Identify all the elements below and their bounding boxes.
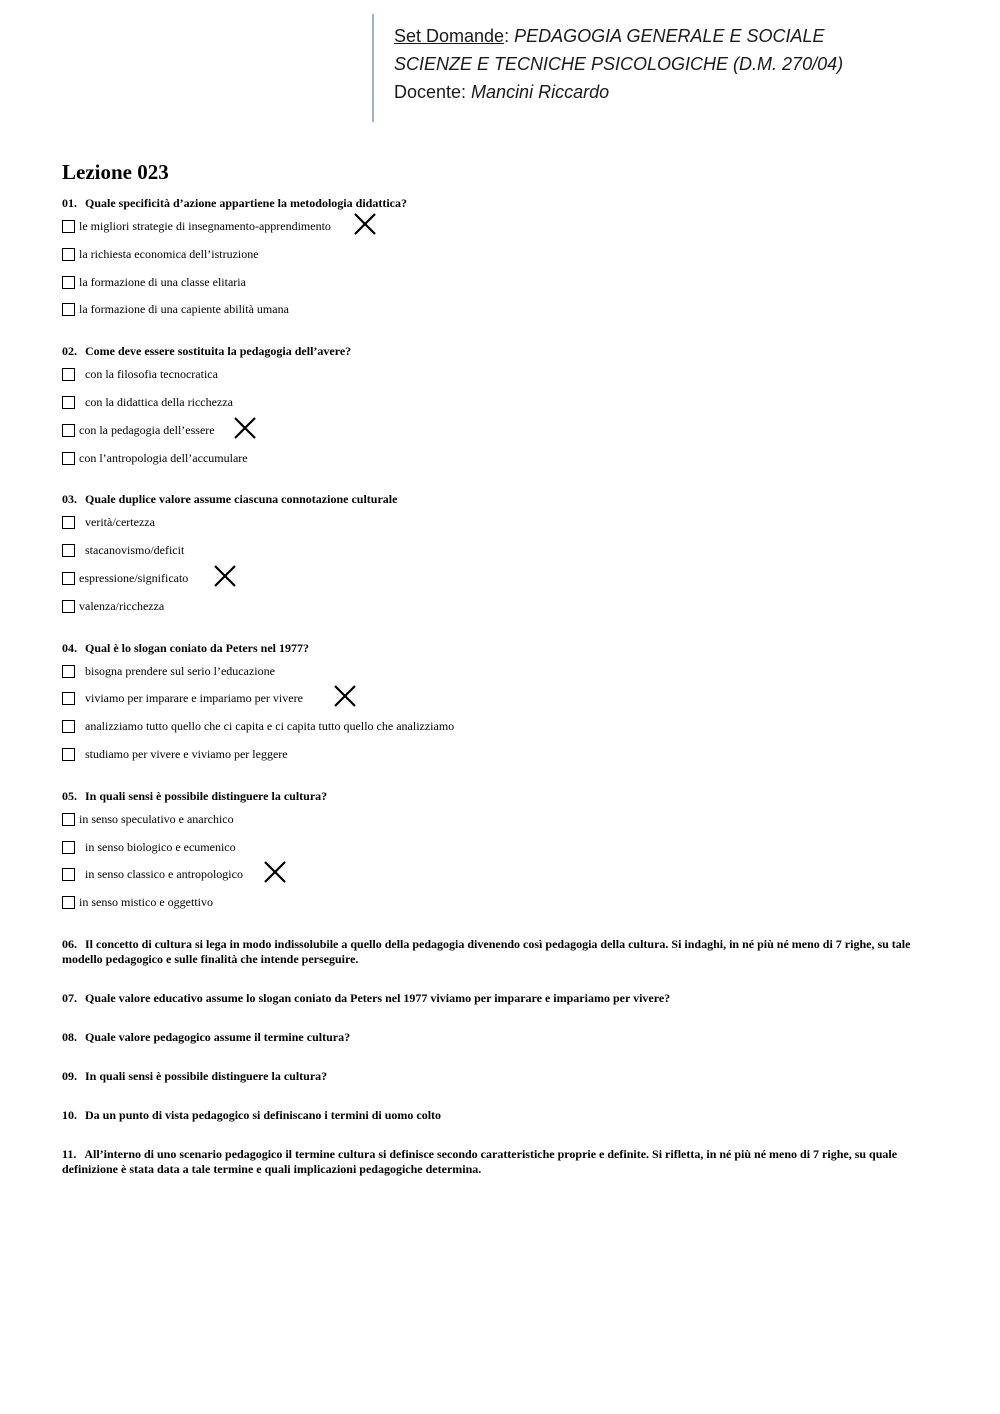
option-text: con la filosofia tecnocratica bbox=[85, 367, 218, 382]
option-text: valenza/ricchezza bbox=[79, 598, 165, 613]
answer-option[interactable] bbox=[62, 275, 942, 303]
option-text: con la didattica della ricchezza bbox=[85, 394, 233, 409]
answer-option[interactable] bbox=[62, 423, 942, 451]
option-checkbox[interactable] bbox=[62, 220, 75, 233]
question-list bbox=[62, 196, 942, 1201]
option-text: la formazione di una capiente abilità umana bbox=[79, 302, 289, 317]
question-number: 03. bbox=[62, 492, 77, 507]
option-list bbox=[62, 664, 942, 775]
answer-option[interactable] bbox=[62, 543, 942, 571]
question-block bbox=[62, 196, 942, 330]
option-checkbox[interactable] bbox=[62, 720, 75, 733]
option-checkbox[interactable] bbox=[62, 544, 75, 557]
answer-option[interactable] bbox=[62, 451, 942, 479]
question-text: In quali sensi è possibile distinguere la cultura? bbox=[85, 1068, 328, 1083]
question-text: Quale valore pedagogico assume il termine cultura? bbox=[85, 1029, 351, 1044]
open-question bbox=[62, 1030, 942, 1045]
option-checkbox[interactable] bbox=[62, 572, 75, 585]
answer-option[interactable] bbox=[62, 571, 942, 599]
selected-cross-icon bbox=[212, 563, 238, 589]
selected-cross-icon bbox=[332, 683, 358, 709]
question-number: 10. bbox=[62, 1107, 77, 1122]
answer-option[interactable] bbox=[62, 840, 942, 868]
option-text: in senso speculativo e anarchico bbox=[79, 811, 234, 826]
question-number: 11. bbox=[62, 1146, 77, 1161]
question-number: 05. bbox=[62, 788, 77, 803]
option-text: con la pedagogia dell’essere bbox=[79, 422, 215, 437]
question-title bbox=[62, 344, 942, 359]
question-number: 07. bbox=[62, 990, 77, 1005]
answer-option[interactable] bbox=[62, 395, 942, 423]
question-number: 01. bbox=[62, 196, 77, 210]
lesson-title: Lezione 023 bbox=[62, 160, 169, 184]
course-name: PEDAGOGIA GENERALE E SOCIALE bbox=[514, 26, 825, 46]
option-text: verità/certezza bbox=[85, 515, 155, 530]
open-question bbox=[62, 1069, 942, 1084]
teacher-name: Mancini Riccardo bbox=[471, 82, 610, 102]
option-checkbox[interactable] bbox=[62, 692, 75, 705]
answer-option[interactable] bbox=[62, 664, 942, 692]
question-block bbox=[62, 789, 942, 923]
answer-option[interactable] bbox=[62, 302, 942, 330]
option-text: viviamo per imparare e impariamo per vivere bbox=[85, 691, 303, 706]
answer-option[interactable] bbox=[62, 367, 942, 395]
option-checkbox[interactable] bbox=[62, 748, 75, 761]
answer-option[interactable] bbox=[62, 219, 942, 247]
header-set-line: Set Domande: PEDAGOGIA GENERALE E SOCIALE bbox=[394, 26, 825, 46]
option-list bbox=[62, 219, 942, 330]
question-text: Quale specificità d’azione appartiene la metodologia didattica? bbox=[85, 196, 407, 210]
option-checkbox[interactable] bbox=[62, 600, 75, 613]
option-text: in senso classico e antropologico bbox=[85, 867, 243, 882]
program-name: SCIENZE E TECNICHE PSICOLOGICHE (D.M. 270/04) bbox=[394, 54, 844, 74]
question-text: Quale duplice valore assume ciascuna connotazione culturale bbox=[85, 492, 398, 507]
question-title bbox=[62, 196, 942, 211]
option-checkbox[interactable] bbox=[62, 303, 75, 316]
option-text: in senso biologico e ecumenico bbox=[85, 839, 236, 854]
option-checkbox[interactable] bbox=[62, 813, 75, 826]
question-number: 09. bbox=[62, 1068, 77, 1083]
option-checkbox[interactable] bbox=[62, 424, 75, 437]
question-text: Come deve essere sostituita la pedagogia dell’avere? bbox=[85, 344, 352, 359]
option-text: espressione/significato bbox=[79, 570, 189, 585]
question-block bbox=[62, 344, 942, 478]
open-questions-section bbox=[62, 937, 942, 1177]
answer-option[interactable] bbox=[62, 515, 942, 543]
open-question bbox=[62, 1108, 942, 1123]
question-title bbox=[62, 641, 942, 656]
question-title bbox=[62, 492, 942, 507]
question-text: Il concetto di cultura si lega in modo indissolubile a quello della pedagogia divenendo così pedagogia della cultura. Si indaghi, in né più né meno di 7 righe, su tale modello pedagogico e sulle finalità che intende perseguire. bbox=[62, 936, 911, 966]
option-list bbox=[62, 367, 942, 478]
question-text: Da un punto di vista pedagogico si definiscano i termini di uomo colto bbox=[85, 1107, 442, 1122]
option-text: studiamo per vivere e viviamo per leggere bbox=[85, 746, 288, 761]
option-checkbox[interactable] bbox=[62, 452, 75, 465]
answer-option[interactable] bbox=[62, 691, 942, 719]
set-label: Set Domande bbox=[394, 26, 505, 46]
question-text: In quali sensi è possibile distinguere la cultura? bbox=[85, 788, 328, 803]
question-text: Qual è lo slogan coniato da Peters nel 1977? bbox=[85, 640, 309, 655]
question-text: All’interno di uno scenario pedagogico il termine cultura si definisce secondo caratteristiche proprie e definite. Si rifletta, in né più né meno di 7 righe, su quale definizione è stata data a tale termine e quali implicazioni pedagogiche determina. bbox=[62, 1146, 898, 1176]
option-text: la richiesta economica dell’istruzione bbox=[79, 246, 259, 261]
question-block bbox=[62, 641, 942, 775]
question-title bbox=[62, 789, 942, 804]
answer-option[interactable] bbox=[62, 895, 942, 923]
option-checkbox[interactable] bbox=[62, 248, 75, 261]
question-text: Quale valore educativo assume lo slogan coniato da Peters nel 1977 viviamo per imparare e impariamo per vivere? bbox=[85, 990, 671, 1005]
open-question bbox=[62, 991, 942, 1006]
answer-option[interactable] bbox=[62, 747, 942, 775]
teacher-label: Docente: bbox=[394, 82, 472, 102]
teacher-line bbox=[394, 78, 843, 106]
option-checkbox[interactable] bbox=[62, 896, 75, 909]
option-checkbox[interactable] bbox=[62, 368, 75, 381]
option-checkbox[interactable] bbox=[62, 516, 75, 529]
option-checkbox[interactable] bbox=[62, 841, 75, 854]
option-list bbox=[62, 812, 942, 923]
answer-option[interactable] bbox=[62, 247, 942, 275]
question-number: 06. bbox=[62, 936, 77, 951]
open-question bbox=[62, 937, 942, 967]
open-question bbox=[62, 1147, 942, 1177]
option-text: la formazione di una classe elitaria bbox=[79, 274, 246, 289]
selected-cross-icon bbox=[262, 859, 288, 885]
option-text: stacanovismo/deficit bbox=[85, 543, 185, 558]
document-header bbox=[372, 14, 843, 122]
option-checkbox[interactable] bbox=[62, 665, 75, 678]
question-number: 08. bbox=[62, 1029, 77, 1044]
answer-option[interactable] bbox=[62, 599, 942, 627]
question-block bbox=[62, 492, 942, 626]
option-text: bisogna prendere sul serio l’educazione bbox=[85, 663, 275, 678]
option-text: analizziamo tutto quello che ci capita e ci capita tutto quello che analizziamo bbox=[85, 719, 455, 734]
option-text: con l’antropologia dell’accumulare bbox=[79, 450, 248, 465]
option-checkbox[interactable] bbox=[62, 868, 75, 881]
option-text: in senso mistico e oggettivo bbox=[79, 895, 213, 910]
option-text: le migliori strategie di insegnamento-apprendimento bbox=[79, 219, 331, 233]
answer-option[interactable] bbox=[62, 812, 942, 840]
answer-option[interactable] bbox=[62, 719, 942, 747]
option-checkbox[interactable] bbox=[62, 276, 75, 289]
question-number: 02. bbox=[62, 344, 77, 359]
option-list bbox=[62, 515, 942, 626]
selected-cross-icon bbox=[232, 415, 258, 441]
answer-option[interactable] bbox=[62, 867, 942, 895]
question-number: 04. bbox=[62, 640, 77, 655]
option-checkbox[interactable] bbox=[62, 396, 75, 409]
multiple-choice-section bbox=[62, 196, 942, 937]
selected-cross-icon bbox=[352, 211, 378, 237]
